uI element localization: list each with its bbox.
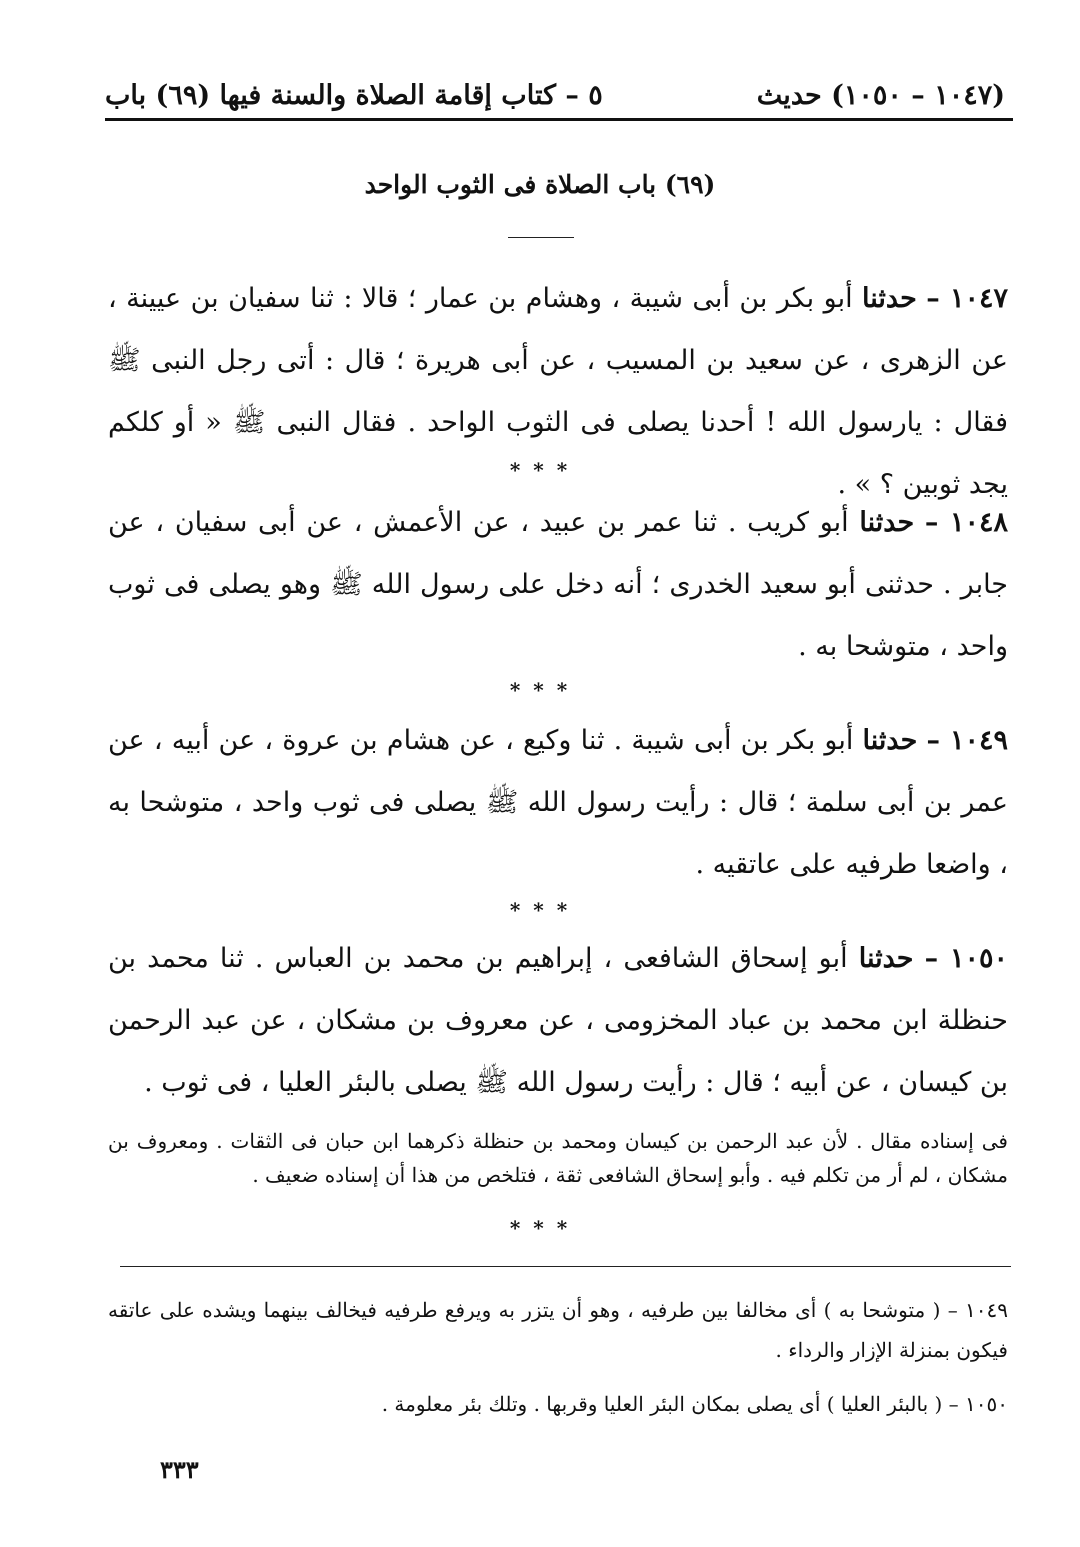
hadith-1049 — [108, 710, 1008, 896]
hadith-number: ١٠٥٠ – — [924, 943, 1008, 974]
hadith-lead: حدثنا — [862, 725, 918, 756]
chapter-title: (٦٩) باب الصلاة فى الثوب الواحد — [364, 170, 716, 199]
separator-stars: * * * — [509, 678, 571, 702]
separator-stars: * * * — [509, 1216, 571, 1240]
hadith-text: أبو بكر بن أبى شيبة ، وهشام بن عمار ؛ قالا : ثنا سفيان بن عيينة ، عن الزهرى ، عن سعيد بن المسيب ، عن أبى هريرة ؛ قال : أتى رجل النبى ﷺ فقال : يارسول الله ! أحدنا يصلى فى الثوب الواحد . فقال النبى ﷺ « أو كلكم يجد ثوبين ؟ » . — [108, 283, 1008, 500]
hadith-1048 — [108, 492, 1008, 678]
header-chapter: ٥ – كتاب إقامة الصلاة والسنة فيها (٦٩) باب — [105, 79, 603, 111]
header-rule — [105, 118, 1013, 121]
footnote-1049: ١٠٤٩ – ( متوشحا به ) أى مخالفا بين طرفيه ، وهو أن يتزر به ويرفع طرفيه فيخالف بينهما ويشده على عاتقه فيكون بمنزلة الإزار والرداء . — [108, 1298, 1008, 1362]
header-hadith-range: (١٠٤٧ – ١٠٥٠) حديث — [756, 79, 1005, 111]
title-divider — [508, 237, 574, 238]
isnad-note-1050: فى إسناده مقال . لأن عبد الرحمن بن كيسان ومحمد بن حنظلة ذكرهما ابن حبان فى الثقات . ومعروف بن مشكان ، لم أر من تكلم فيه . وأبو إسحاق الشافعى ثقة ، فتلخص من هذا أن إسناده ضعيف . — [108, 1129, 1008, 1187]
separator-stars: * * * — [509, 458, 571, 482]
footnote-1050: ١٠٥٠ – ( بالبئر العليا ) أى يصلى بمكان البئر العليا وقربها . وتلك بئر معلومة . — [381, 1392, 1008, 1416]
separator-stars: * * * — [509, 898, 571, 922]
hadith-text: أبو إسحاق الشافعى ، إبراهيم بن محمد بن العباس . ثنا محمد بن حنظلة ابن محمد بن عباد المخزومى ، عن معروف بن مشكان ، عن عبد الرحمن بن كيسان ، عن أبيه ؛ قال : رأيت رسول الله ﷺ يصلى بالبئر العليا ، فى ثوب . — [108, 943, 1008, 1098]
footnote-rule — [120, 1266, 1011, 1267]
hadith-text: أبو بكر بن أبى شيبة . ثنا وكيع ، عن هشام بن عروة ، عن أبيه ، عن عمر بن أبى سلمة ؛ قال : رأيت رسول الله ﷺ يصلى فى ثوب واحد ، متوشحا به ، واضعا طرفيه على عاتقيه . — [108, 725, 1008, 880]
hadith-number: ١٠٤٩ – — [926, 725, 1008, 756]
running-header — [105, 70, 1005, 120]
hadith-lead: حدثنا — [859, 507, 915, 538]
hadith-text: أبو كريب . ثنا عمر بن عبيد ، عن الأعمش ، عن أبى سفيان ، عن جابر . حدثنى أبو سعيد الخدرى ؛ أنه دخل على رسول الله ﷺ وهو يصلى فى ثوب واحد ، متوشحا به . — [108, 507, 1008, 662]
page-number: ٣٣٣ — [160, 1455, 199, 1484]
hadith-1050 — [108, 928, 1008, 1114]
hadith-lead: حدثنا — [862, 283, 917, 314]
hadith-number: ١٠٤٧ – — [926, 283, 1008, 314]
hadith-lead: حدثنا — [858, 943, 914, 974]
hadith-number: ١٠٤٨ – — [924, 507, 1008, 538]
